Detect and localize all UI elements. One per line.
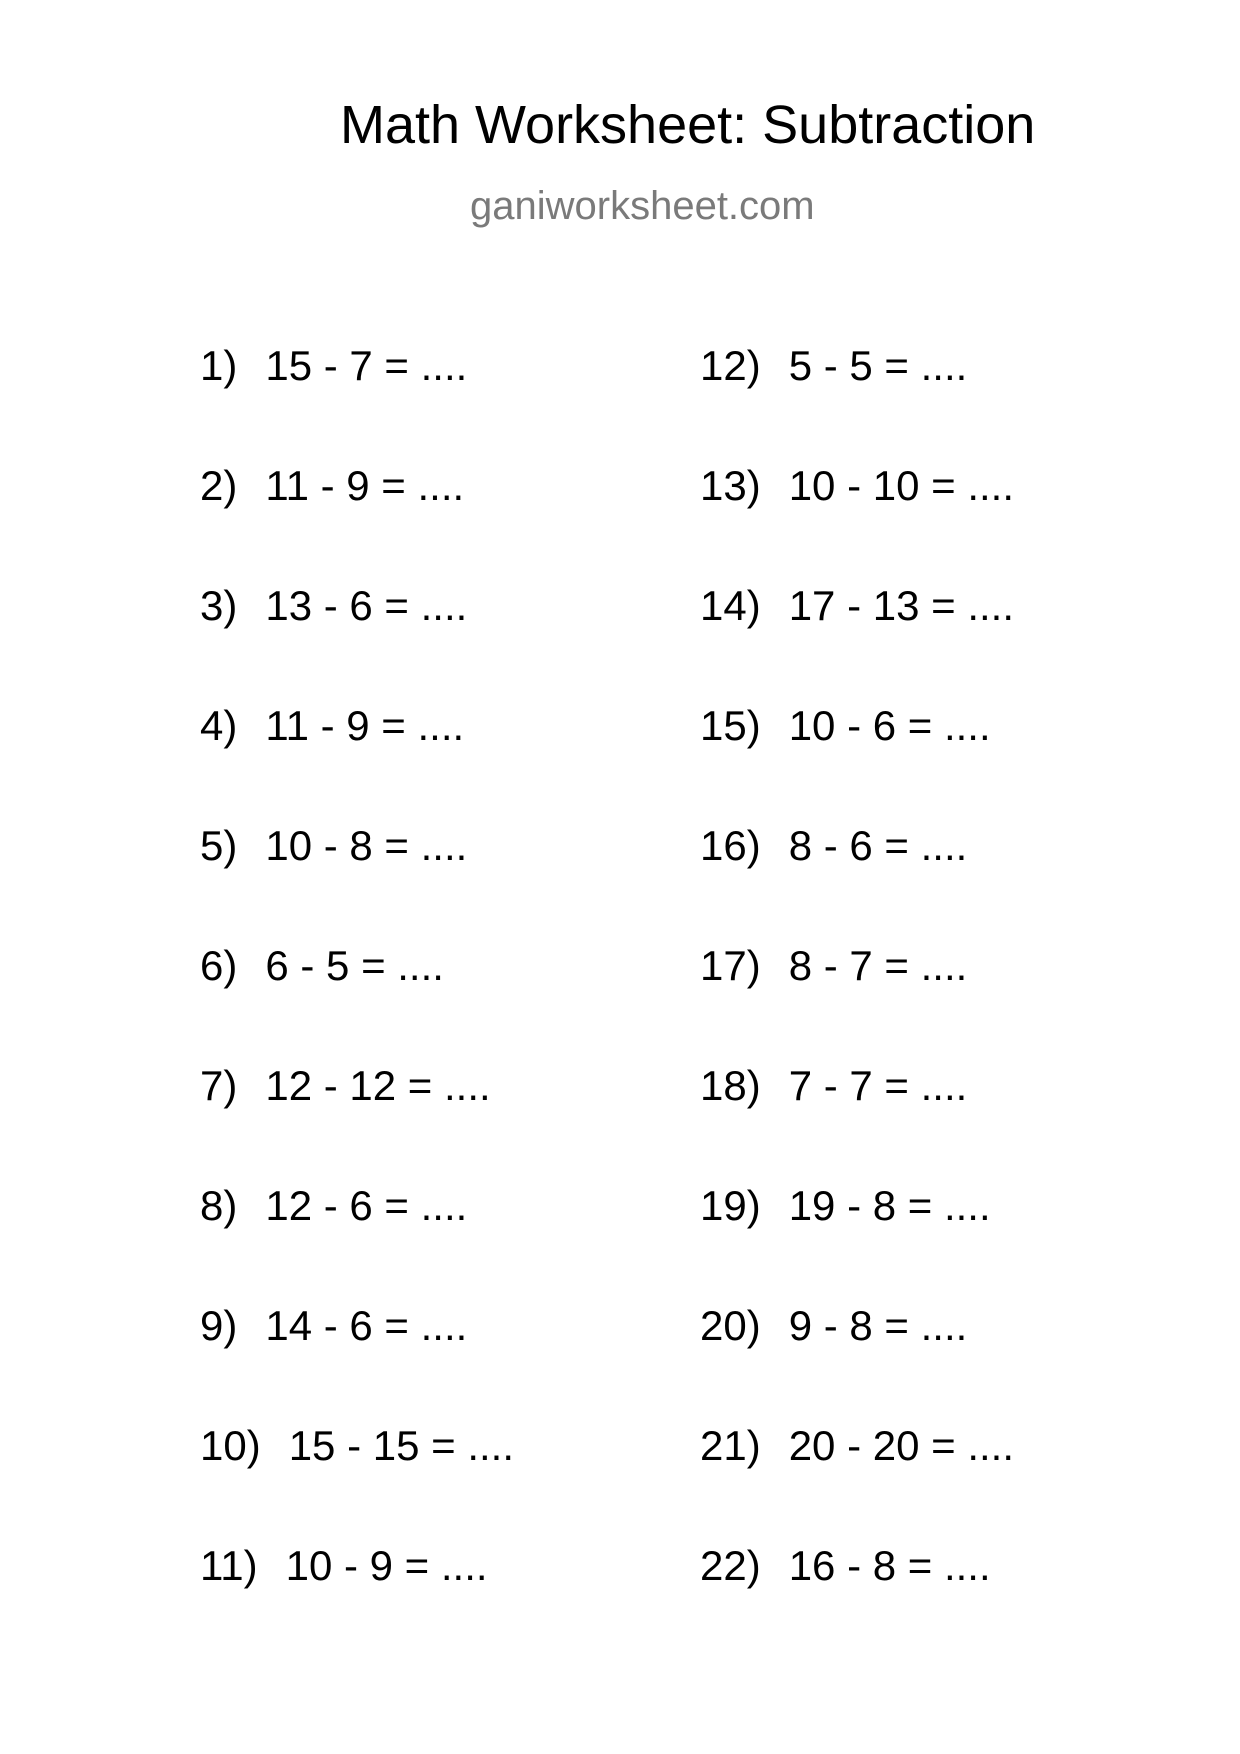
problem-number: 4) [200,702,238,749]
problem-item [200,1422,515,1469]
problem-number: 17) [700,942,761,989]
problem-expression: 12 - 12 = .... [265,1062,491,1109]
problem-expression: 16 - 8 = .... [788,1542,991,1589]
problem-item [200,822,468,869]
problem-number: 11) [200,1542,258,1589]
problem-item [200,462,465,509]
problem-number: 9) [200,1302,238,1349]
problem-number: 16) [700,822,761,869]
problem-expression: 12 - 6 = .... [265,1182,468,1229]
problem-expression: 20 - 20 = .... [788,1422,1015,1469]
problem-number: 1) [200,342,238,389]
problem-expression: 6 - 5 = .... [265,942,444,989]
problem-expression: 9 - 8 = .... [788,1302,968,1349]
problem-number: 21) [700,1422,761,1469]
problem-item [200,1182,468,1229]
problem-item [700,582,1015,629]
problem-expression: 7 - 7 = .... [788,1062,968,1109]
problem-expression: 11 - 9 = .... [265,462,465,509]
problem-expression: 5 - 5 = .... [788,342,968,389]
problem-number: 19) [700,1182,761,1229]
problem-item [200,1302,468,1349]
problem-expression: 8 - 6 = .... [788,822,968,869]
problem-expression: 15 - 15 = .... [288,1422,515,1469]
problem-item [700,942,968,989]
problem-item [200,702,465,749]
problem-expression: 10 - 10 = .... [788,462,1015,509]
problem-expression: 14 - 6 = .... [265,1302,468,1349]
problem-expression: 11 - 9 = .... [265,702,465,749]
problem-number: 18) [700,1062,761,1109]
problem-item [200,342,468,389]
problem-item [700,462,1015,509]
problem-item [700,1302,968,1349]
problem-number: 6) [200,942,238,989]
problem-item [200,1062,491,1109]
problem-number: 7) [200,1062,238,1109]
problem-expression: 10 - 9 = .... [285,1542,488,1589]
problem-item [700,702,991,749]
problem-number: 14) [700,582,761,629]
problem-number: 20) [700,1302,761,1349]
problem-expression: 13 - 6 = .... [265,582,468,629]
problem-item [200,942,444,989]
problem-number: 10) [200,1422,261,1469]
problem-expression: 15 - 7 = .... [265,342,468,389]
problem-number: 22) [700,1542,761,1589]
problem-item [700,1542,991,1589]
problem-number: 15) [700,702,761,749]
problem-expression: 8 - 7 = .... [788,942,968,989]
problem-expression: 10 - 6 = .... [788,702,991,749]
problem-number: 13) [700,462,761,509]
problem-item [700,1182,991,1229]
problem-number: 2) [200,462,238,509]
problem-number: 5) [200,822,238,869]
problem-item [200,582,468,629]
problem-item [700,822,968,869]
site-name: ganiworksheet.com [470,184,815,228]
problem-item [200,1542,488,1589]
problem-item [700,1062,968,1109]
problem-number: 8) [200,1182,238,1229]
problem-expression: 10 - 8 = .... [265,822,468,869]
problem-expression: 19 - 8 = .... [788,1182,991,1229]
problem-number: 3) [200,582,238,629]
problem-item [700,342,968,389]
page-title: Math Worksheet: Subtraction [340,95,1036,155]
problem-item [700,1422,1015,1469]
problem-number: 12) [700,342,761,389]
problem-expression: 17 - 13 = .... [788,582,1015,629]
